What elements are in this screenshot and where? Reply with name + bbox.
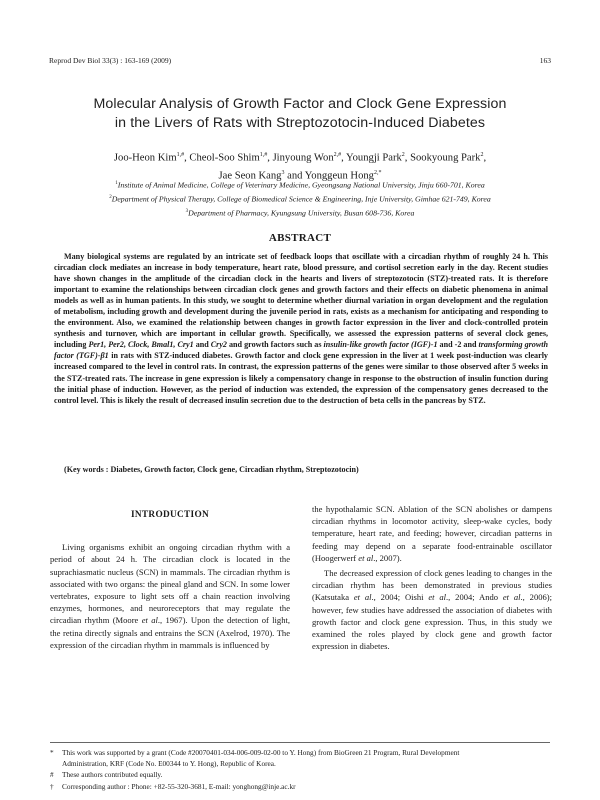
author-affil-sup: 2 xyxy=(480,152,484,158)
body-text: Living organisms exhibit an ongoing circadian rhythm with a period of about 24 h. The circadian clock is located in the suprachiasmatic nucleus (SCN) in mammals. The circadian rhythm is associated with two organs: the pineal gland and SCN. In some lower vertebrates, exposure to light sets off a chain reaction involving enzymes, hormones, and neuroreceptors that may regulate the circadian rhythm (Moore xyxy=(50,542,290,626)
page-number: 163 xyxy=(539,56,551,65)
gene-names: Per1, Per2, Clock, Bmal1, Cry1 xyxy=(88,340,194,350)
affiliation-list xyxy=(40,178,560,220)
journal-citation: Reprod Dev Biol 33(3) : 163-169 (2009) xyxy=(49,56,172,65)
affiliation xyxy=(40,178,560,192)
section-heading-introduction: INTRODUCTION xyxy=(131,510,209,520)
left-column xyxy=(50,505,290,651)
body-text: ., 1967). Upon the detection of light, the retina directly signals and entrains the SCN (Axelrod, 1970). The expression of the circadian rhythm in mammals is influenced by xyxy=(50,615,290,650)
affiliation xyxy=(40,206,560,220)
author-name: Youngji Park xyxy=(346,152,402,164)
footnote-funding xyxy=(50,747,550,758)
author-name: Jinyoung Won xyxy=(272,152,334,164)
abstract-body xyxy=(54,251,548,406)
conjunction: and xyxy=(287,170,303,182)
author-affil-sup: 2,* xyxy=(373,169,382,176)
keywords: (Key words : Diabetes, Growth factor, Clock gene, Circadian rhythm, Streptozotocin) xyxy=(64,465,359,474)
right-column xyxy=(312,503,552,652)
author-affil-sup: 2,# xyxy=(333,152,342,158)
author-name: Jae Seon Kang xyxy=(218,170,282,182)
affil-text: Department of Physical Therapy, College of Biomedical Science & Engineering, Inje University, Gimhae 621-749, Korea xyxy=(111,194,491,204)
abstract-text: and -2 and xyxy=(437,340,479,350)
author-affil-sup: 2 xyxy=(401,152,405,158)
footnote-text: These authors contributed equally. xyxy=(62,770,163,780)
body-paragraph xyxy=(50,541,290,651)
footnote-mark: # xyxy=(50,770,54,780)
author-name: Yonggeun Hong xyxy=(304,170,374,182)
author-name: Cheol-Soo Shim xyxy=(189,152,260,164)
title-line-2: in the Livers of Rats with Streptozotocin-Induced Diabetes xyxy=(114,115,486,131)
footnote-mark: † xyxy=(50,781,54,791)
body-paragraph xyxy=(312,567,552,652)
title-line-1: Molecular Analysis of Growth Factor and Clock Gene Expression xyxy=(93,96,507,112)
body-text: ., 2004; Ando xyxy=(446,592,503,603)
footnote-funding-cont xyxy=(50,758,550,769)
citation-etal: et al xyxy=(353,592,372,603)
body-text: ., 2007). xyxy=(373,552,402,563)
author-affil-sup: 1,# xyxy=(259,152,268,158)
affil-sup: 2 xyxy=(109,195,112,201)
footnote-equal-contribution xyxy=(50,769,550,780)
footnote-text: This work was supported by a grant (Code #20070401-034-006-009-02-00 to Y. Hong) from BioGreen 21 Program, Rural Development xyxy=(62,748,460,757)
gene-name: Cry2 xyxy=(210,340,227,350)
affil-text: Department of Pharmacy, Kyungsung University, Busan 608-736, Korea xyxy=(188,208,415,218)
footnote-divider xyxy=(50,742,550,743)
citation-etal: et al xyxy=(428,592,447,603)
separator: , xyxy=(267,152,270,164)
affil-sup: 1 xyxy=(115,181,118,186)
abstract-text: and xyxy=(193,340,211,350)
footnote-text: Corresponding author : Phone: +82-55-320-3681, E-mail: yonghong@inje.ac.kr xyxy=(62,781,296,791)
abstract-heading: ABSTRACT xyxy=(268,232,332,244)
footnote-mark: * xyxy=(50,748,54,757)
body-text: ., 2004; Oishi xyxy=(371,592,429,603)
running-header xyxy=(49,56,551,65)
footnote-text: Administration, KRF (Code No. E00344 to Y. Hong), Republic of Korea. xyxy=(62,759,276,769)
paper-title xyxy=(40,95,560,133)
author-name: Sookyoung Park xyxy=(410,152,481,164)
abstract-text: in rats with STZ-induced diabetes. Growth factor and clock gene expression in the liver at 1 week post-induction was clearly increased compared to the level in control rats. In contrast, the expression patterns of the genes were similar to those observed after 5 weeks in the STZ-treated rats. The increase in gene expression is likely a compensatory change in response to the obstruction of insulin function during the initial phase of induction. However, as the period of induction was extended, the expression of the compensatory genes decreased to the control level. This is likely the result of decreased insulin secretion due to the destruction of beta cells in the pancreas by STZ. xyxy=(54,351,548,405)
affil-sup: 3 xyxy=(185,209,189,215)
citation-etal: et al xyxy=(358,552,374,563)
author-affil-sup: 1,# xyxy=(176,152,185,158)
affil-text: Institute of Animal Medicine, College of Veterinary Medicine, Gyeongsang National University, Jinju 660-701, Korea xyxy=(117,180,485,190)
body-text: the hypothalamic SCN. Ablation of the SCN abolishes or dampens circadian rhythms in locomotor activity, sleep-wake cycles, body temperature, heart rate, and feeding; however, circadian patterns in feeding may depend on a separate food-entrainable oscillator (Hoogerwerf xyxy=(312,504,552,563)
separator: , xyxy=(341,152,344,164)
citation-etal: et al xyxy=(502,592,521,603)
author-affil-sup: 3 xyxy=(281,169,285,176)
author-name: Joo-Heon Kim xyxy=(113,152,177,164)
footnotes xyxy=(50,747,550,792)
abstract-text: and growth factors such as xyxy=(226,340,324,350)
citation-etal: et al xyxy=(141,615,158,626)
separator: , xyxy=(404,152,408,164)
abstract-text: Many biological systems are regulated by an intricate set of feedback loops that oscillate with a circadian rhythm of roughly 24 h. This circadian clock mediates an increase in body temperature, heart rate, blood pressure, and cortisol secretion early in the day. Recent studies have shown changes in the amplitude of the circadian clock in the hearts and livers of streptozotocin (STZ)-treated rats. It is therefore important to examine the relationships between circadian clock genes and growth factors and their effects on diabetic phenomena in animal models as well as in human patients. In this study, we sought to determine whether diurnal variation in organ development and the regulation of metabolism, including growth and development during the juvenile period in rats, exists as a mechanism for anticipating and responding to the environment. Also, we examined the relationship between changes in growth factor expression in the liver and clock-controlled protein synthesis and turnover, which are important in cellular growth. Specifically, we assessed the expression patterns of several clock genes, including xyxy=(54,252,548,350)
separator: , xyxy=(184,152,187,164)
body-text: ., 2006); however, few studies have addressed the association of diabetes with growth factor and clock gene expression. Thus, in this study we examined the roles played by clock gene and growth factor expression in diabetes. xyxy=(312,592,552,652)
affiliation xyxy=(40,192,560,206)
separator: , xyxy=(483,152,487,164)
footnote-corresponding xyxy=(50,781,550,792)
body-text: The decreased expression of clock genes leading to changes in the circadian rhythm has been demonstrated in previous studies (Katsutaka xyxy=(312,568,552,603)
body-paragraph xyxy=(312,503,552,564)
growth-factor-name: insulin-like growth factor (IGF)-1 xyxy=(323,340,438,350)
growth-factor-name: transforming growth factor (TGF)-β1 xyxy=(54,340,548,361)
